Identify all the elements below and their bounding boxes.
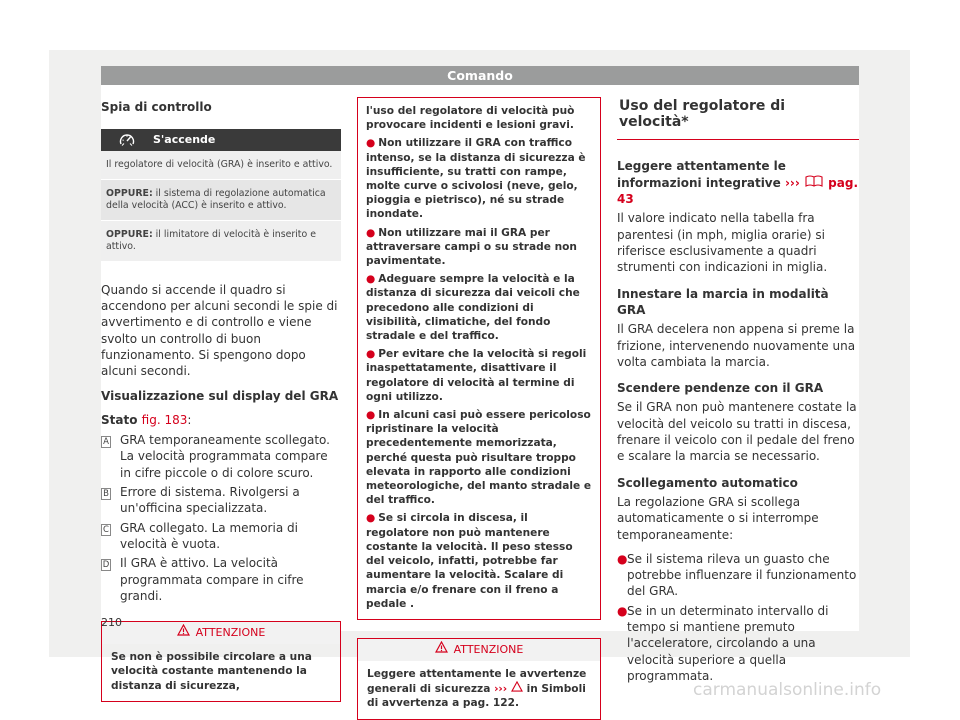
bullet-icon: ● [617,551,627,600]
warning-item [366,272,592,343]
lamp-row [101,151,341,180]
warning-triangle-icon [435,641,448,658]
column-right [617,97,859,684]
warning-box-2 [357,638,601,720]
warning-item [366,136,592,221]
reference-arrows: ››› [785,176,800,190]
warning-text: Se non è possibile circolare a una velocità costante mantenendo la distanza di sicurezza, [102,644,340,701]
lamp-table-header [101,129,341,151]
warning-header [358,639,600,661]
legend-key: C [101,524,111,536]
list-item-text: Se il sistema rileva un guasto che potrebbe influenzare il funzionamento del GRA. [627,551,859,600]
warning-item-text: Se si circola in discesa, il regolatore non può mantenere costante la velocità. Il peso stesso del veicolo, infatti, potrebbe far aumentare la velocità. Scalare di marcia e/o frenare con il freno a pedale . [366,512,573,609]
stato-label: Stato [101,413,142,427]
lamp-row [101,180,341,221]
lamp-table-head-label: S'accende [153,132,215,148]
warning-triangle-icon [177,624,190,641]
warning-triangle-icon [511,683,523,695]
read-note [617,158,859,208]
reference-arrows: ››› [494,683,507,695]
legend-key: B [101,488,111,500]
gra-speedometer-icon [101,133,153,147]
section-heading: Uso del regolatore di velocità* [617,98,859,131]
chapter-header: Comando [101,66,859,85]
legend-key: A [101,436,111,448]
lamp-row-text: Il regolatore di velocità (GRA) è inserito e attivo. [106,159,332,170]
watermark: carmanualsonline.info [693,680,881,700]
legend-text: GRA temporaneamente scollegato. La velocità programmata compare in cifre piccole o di colore scuro. [120,432,341,481]
warning-lamp-table [101,129,341,262]
page-link[interactable]: pag. 43 [617,176,858,206]
bullet-icon: ● [366,512,375,524]
bullet-icon: ● [366,409,375,421]
stato-colon: : [187,413,191,427]
warning-item-text: Adeguare sempre la velocità e la distanza di sicurezza dai veicoli che precedono alle condizioni di visibilità, climatiche, del fondo stradale e del traffico. [366,273,580,342]
lamp-row [101,221,341,262]
display-title: Visualizzazione sul display del GRA [101,388,341,404]
list-item [617,603,859,684]
list-item [617,551,859,600]
warning-label: ATTENZIONE [196,625,266,641]
heading-rule [617,139,859,140]
paragraph: Il valore indicato nella tabella fra parentesi (in mph, miglia orarie) si riferisce esclusivamente a quadri strumenti con indicazioni in miglia. [617,210,859,275]
warning-text-b: in Simboli di avvertenza a pag. 122. [367,683,586,709]
warning-continued-box [357,97,601,620]
paragraph: La regolazione GRA si scollega automaticamente o si interrompe temporaneamente: [617,494,859,543]
column-middle [357,97,601,720]
bullet-icon: ● [366,137,375,149]
warning-continued-text: l'uso del regolatore di velocità può provocare incidenti e lesioni gravi. [366,104,592,132]
warning-item [366,347,592,404]
bullet-icon: ● [366,273,375,285]
paragraph: Se il GRA non può mantenere costate la velocità del veicolo su tratti in discesa, frenare il veicolo con il pedale del freno e scalare la marcia se necessario. [617,399,859,464]
warning-box [101,621,341,702]
lamp-row-text: il limitatore di velocità è inserito e attivo. [106,229,316,253]
intro-paragraph: Quando si accende il quadro si accendono per alcuni secondi le spie di avvertimento e di controllo e viene svolto un controllo di buon funzionamento. Si spengono dopo alcuni secondi. [101,282,341,380]
legend-item [101,484,341,517]
legend-item [101,555,341,604]
figure-link[interactable]: fig. 183 [142,413,188,427]
legend-text: Il GRA è attivo. La velocità programmata compare in cifre grandi. [120,555,341,604]
list-item-text: Se in un determinato intervallo di tempo si mantiene premuto l'acceleratore, circolando a una velocità superiore a quella programmata. [627,603,859,684]
bullet-icon: ● [617,603,627,684]
warning-item [366,408,592,507]
warning-item [366,226,592,269]
warning-item [366,511,592,610]
warning-text-a: Leggere attentamente le avvertenze generali di sicurezza [367,668,586,695]
legend-text: Errore di sistema. Rivolgersi a un'officina specializzata. [120,484,341,517]
legend-list [101,432,341,604]
legend-item [101,432,341,481]
subheading: Innestare la marcia in modalità GRA [617,286,859,319]
warning-item-text: Non utilizzare mai il GRA per attraversare campi o su strade non pavimentate. [366,227,577,267]
warning-label: ATTENZIONE [454,642,524,658]
page-number: 210 [101,616,122,629]
book-icon [804,176,824,190]
warning-item-text: Per evitare che la velocità si regoli inaspettatamente, disattivare il regolatore di velocità al termine di ogni utilizzo. [366,348,586,403]
legend-item [101,520,341,553]
section-title: Spia di controllo [101,99,341,115]
stato-line [101,412,341,428]
bullet-icon: ● [366,227,375,239]
subheading: Scendere pendenze con il GRA [617,380,859,396]
warning-item-text: Non utilizzare il GRA con traffico intenso, se la distanza di sicurezza è insufficiente, su tratti con rampe, molte curve o scivolosi (neve, gelo, pioggia e pietrisco), né su strade inondate. [366,137,586,220]
warning-header [102,622,340,644]
paragraph: Il GRA decelera non appena si preme la frizione, intervenendo nuovamente una volta cambiata la marcia. [617,321,859,370]
lamp-row-text: il sistema di regolazione automatica della velocità (ACC) è inserito e attivo. [106,188,326,212]
subheading: Scollegamento automatico [617,475,859,491]
bullet-icon: ● [366,348,375,360]
lamp-row-prefix: OPPURE: [106,188,153,199]
column-left [101,97,341,702]
read-note-text: Leggere attentamente le informazioni integrative [617,159,786,190]
warning-text [358,661,600,719]
warning-item-text: In alcuni casi può essere pericoloso ripristinare la velocità precedentemente memorizzata, perché questa può risultare troppo elevata in rapporto alle condizioni meteorologiche, del manto stradale e del traffico. [366,409,591,506]
lamp-row-prefix: OPPURE: [106,229,153,240]
legend-text: GRA collegato. La memoria di velocità è vuota. [120,520,341,553]
legend-key: D [101,559,111,571]
